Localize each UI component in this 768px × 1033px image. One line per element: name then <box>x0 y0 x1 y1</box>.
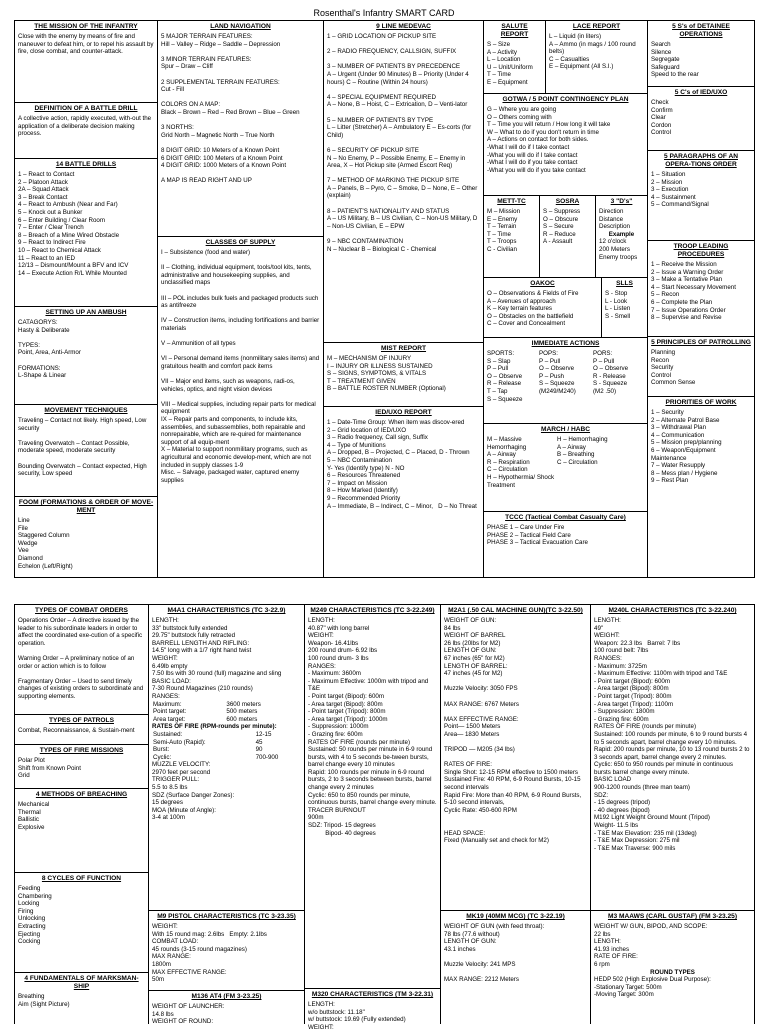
bottom-column-4 <box>441 605 591 1024</box>
table-row <box>152 754 301 762</box>
section-text: Direction Distance Description <box>599 208 630 231</box>
section-text: A collective action, rapidly executed, with-out the application of a deliberate decision making process. <box>18 115 153 138</box>
section-heading: M136 AT4 (FM 3-23.25) <box>191 993 262 1000</box>
cell: Point target: <box>153 708 187 716</box>
section-text: WEIGHT W/ GUN, BIPOD, AND SCOPE: 22 lbs LENGTH: 41.93 inches RATE OF FIRE: 6 rpm <box>594 923 708 968</box>
section-text: WEIGHT OF GUN: 84 lbs WEIGHT OF BARREL 26 lbs (20lbs for M2) LENGTH OF GUN: 67 inches (65" for M2) LENGTH OF BARREL: 47 inches (45 for M2) Muzzle Velocity: 3050 FPS MAX RANGE: 6767 Meters MAX EFFECTIVE RANGE: Point— 1500 Meters Area— 1830 Meters TRIPOD — M205 (34 lbs) RATES OF FIRE: Single Shot: 12-15 RPM effective to 1500 meters Sustained Fire: 40 RPM, 6-9 Round Bursts, 10-15 second intervals Rapid Fire: More than 40 RPM, 6-9 Round Bursts, 5-10 second intervals, Cyclic Rate: 450-600 RPM HEAD SPACE: Fixed (Manually set and check for M2) <box>444 617 582 845</box>
mett-tc <box>484 196 540 277</box>
section-text: S – Suppress O – Obscure S – Secure R – Reduce A - Assault <box>543 208 581 246</box>
bottom-column-1 <box>15 605 149 1024</box>
page-title: Rosenthal's Infantry SMART CARD <box>313 8 455 18</box>
section-text: 5 MAJOR TERRAIN FEATURES: Hill – Valley – Ridge – Saddle – Depression 3 MINOR TERRAIN FEATURES: Spur – Draw – Cliff 2 SUPPLEMENTAL TERRAIN FEATURES: Cut - Fill COLORS ON A MAP: Black – Brown – Red – Red Brown – Blue – Green 3 NORTHS: Grid North – Magnetic North – True North 8 DIGIT GRID: 10 Meters of a Known Point 6 DIGIT GRID: 100 Meters of a Known Point 4 DIGIT GRID: 1000 Meters of a Known Point A MAP IS READ RIGHT AND UP <box>161 33 300 185</box>
section-heading: 4 FUNDAMENTALS OF MARKSMAN-SHIP <box>24 975 139 990</box>
section-text: Planning Recon Security Control Common Sense <box>651 349 696 387</box>
section-heading: 8 CYCLES OF FUNCTION <box>41 875 122 882</box>
cell: 12-15 <box>255 730 272 738</box>
section-heading: M4A1 CHARACTERISTICS (TC 3-22.9) <box>167 607 286 614</box>
table-row <box>152 716 301 724</box>
m9-section <box>149 911 304 991</box>
pops-list: POPS: P – Pull O – Observe P – Push S – Squeeze (M249/M240) <box>539 350 576 395</box>
oakoc-slls-section <box>484 278 647 338</box>
section-text: 1 – Security 2 – Alternate Patrol Base 3 – Withdrawal Plan 4 – Communication 5 – Mission prep/planning 6 – Weapon/Equipment Maintenance 7 – Water Resupply 8 – Mess plan / Hygiene 9 – Rest Plan <box>651 409 722 485</box>
table-row <box>152 701 301 709</box>
breaching-section <box>15 789 148 873</box>
section-heading: M249 CHARACTERISTICS (TC 3-22.249) <box>310 607 435 614</box>
section-text: Line File Staggered Column Wedge Vee Diamond Echelon (Left/Right) <box>18 517 73 570</box>
mission-section <box>15 21 157 103</box>
battle-drills-section <box>15 159 157 307</box>
medevac-section <box>324 21 483 343</box>
section-heading: DEFINITION OF A BATTLE DRILL <box>34 105 138 112</box>
section-heading: TCCC (Tactical Combat Casualty Care) <box>505 514 626 521</box>
section-heading: METT-TC <box>497 198 526 205</box>
section-heading: MIST REPORT <box>380 345 427 352</box>
bottom-column-2 <box>149 605 305 1024</box>
section-heading: LAND NAVIGATION <box>210 23 271 30</box>
ambush-section <box>15 307 157 405</box>
section-heading: M320 CHARACTERISTICS (TM 3-22.31) <box>311 991 434 998</box>
immediate-actions-section <box>484 338 647 424</box>
land-navigation-section <box>158 21 323 237</box>
m320-section <box>305 989 440 1033</box>
classes-of-supply-section <box>158 237 323 486</box>
section-text: 1 – Date-Time Group: When item was discov-ered 2 – Grid location of IED/UXO 3 – Radio frequency, Call sign, Suffix 4 – Type of Munitions A – Dropped, B – Projected, C – Placed, D - Thrown 5 – NBC Contamination Y- Yes (Identify type) N - NO 6 – Resources Threatened 7 – Impact on Mission 8 – How Marked (Identify) 9 – Recommended Priority A – Immediate, B – Indirect, C – Minor, D – No Threat <box>327 419 477 510</box>
gotwa-section <box>484 94 647 196</box>
section-heading: 5 S's of DETAINEE OPERATIONS <box>672 23 730 38</box>
column-1 <box>15 21 158 577</box>
bottom-column-3 <box>305 605 441 1031</box>
section-heading: TYPES OF FIRE MISSIONS <box>39 747 124 754</box>
section-text: 1 – React to Contact 2 – Platoon Attack 2A – Squad Attack 3 – Break Contact 4 – React to Ambush (Near and Far) 5 – Knock out a Bunker 6 – Enter Building / Clear Room 7 – Enter / Clear Trench 8 – Breach of a Mine Wired Obstacle 9 – React to Indirect Fire 10 – React to Chemical Attack 11 – React to an IED 12/13 – Dismount/Mount a BFV and ICV 14 – Execute Action R/L While Mounted <box>18 171 129 277</box>
column-5 <box>648 21 754 577</box>
section-text: Polar Plot Shift from Known Point Grid <box>18 757 81 780</box>
section-text: LENGTH: 40.87" with long barrel WEIGHT: Weapon- 16.41lbs 200 round drum- 6.92 lbs 100 round drum- 3 lbs RANGES: - Maximum: 3600m - Maximum Effective: 1000m with tripod and T&E - Point target (Bipod): 600m - Area target (Bipod): 800m - Point target (Tripod): 800m - Area target (Tripod): 1000m - Suppression: 1000m - Grazing fire: 600m RATES OF FIRE (rounds per minute) Sustained: 50 rounds per minute in 6-9 round bursts, with 4 to 5 seconds be-tween bursts, barrel change every 10 minutes Rapid: 100 rounds per minute in 6-9 round bursts, 2 to 3 seconds between bursts, barrel change every 2 minutes Cyclic: 650 to 850 rounds per minute, continuous bursts, barrel change every minute. TRACER BURNOUT 900m SDZ: Tripod- 15 degrees Bipod- 40 degrees <box>308 617 437 837</box>
oakoc <box>484 278 602 337</box>
section-heading: TYPES OF COMBAT ORDERS <box>35 607 128 614</box>
section-text: WEIGHT: With 15 round mag: 2.6lbs Empty: 2.1lbs COMBAT LOAD: 45 rounds (3-15 round magazines) MAX RANGE: 1800m MAX EFFECTIVE RANGE: 50m <box>152 923 267 984</box>
section-heading: SLLS <box>616 280 633 287</box>
m4-rof-table <box>152 731 301 761</box>
table-row <box>152 731 301 739</box>
section-heading: M3 MAAWS (CARL GUSTAF) (FM 3-23.25) <box>607 913 738 920</box>
cycles-of-function-section <box>15 873 148 973</box>
section-heading: SALUTE REPORT <box>500 23 529 38</box>
round-types-text: HEDP 502 (High Explosive Dual Purpose): -Stationary Target: 500m -Moving Target: 300m <box>594 976 711 999</box>
salute-report <box>484 21 546 93</box>
section-heading: LACE REPORT <box>572 23 621 30</box>
rates-of-fire-heading: RATES OF FIRE (RPM-rounds per minute): <box>152 723 277 731</box>
section-text: 1 – Receive the Mission 2 – Issue a Warning Order 3 – Make a Tentative Plan 4 – Start Necessary Movement 5 – Recon 6 – Complete the Plan 7 – Issue Operations Order 8 – Supervise and Revise <box>651 261 736 322</box>
section-heading: M9 PISTOL CHARACTERISTICS (TC 3-23.35) <box>157 913 296 920</box>
ied-cs-section <box>648 87 754 151</box>
m240l-section <box>591 605 754 911</box>
movement-techniques-section <box>15 405 157 497</box>
combat-orders-section <box>15 605 148 715</box>
section-heading: M240L CHARACTERISTICS (TC 3-22.240) <box>608 607 737 614</box>
section-heading: M2A1 (.50 CAL MACHINE GUN)(TC 3-22.50) <box>448 607 583 614</box>
section-text: M – MECHANISM OF INJURY I – INJURY OR ILLNESS SUSTAINED S – SIGNS, SYMPTOMS, & VITALS T – TREATMENT GIVEN B – BATTLE ROSTER NUMBER (Optional) <box>327 355 446 393</box>
m4-ranges-table <box>152 701 301 724</box>
detainee-ops-section <box>648 21 754 87</box>
section-text: Close with the enemy by means of fire and maneuver to defeat him, or to repel his assault by fire, close combat, and counter-attack. <box>18 33 156 56</box>
maaws-section <box>591 911 754 1001</box>
section-text: S – Size A – Activity L – Location U – Unit/Uniform T – Time E – Equipment <box>487 41 533 86</box>
smart-card-back <box>14 604 755 1031</box>
section-text: Feeding Chambering Locking Firing Unlocking Extracting Ejecting Cocking <box>18 885 52 946</box>
tccc-section <box>484 512 647 549</box>
section-text: Combat, Reconnaissance, & Sustain-ment <box>18 727 135 734</box>
mist-report-section <box>324 343 483 407</box>
mk19-section <box>441 911 590 986</box>
march-section <box>484 424 647 512</box>
section-heading: OAKOC <box>530 280 555 287</box>
section-heading: 14 BATTLE DRILLS <box>55 161 117 168</box>
section-heading: 3 "D's" <box>610 198 633 205</box>
section-heading: IED/UXO REPORT <box>375 409 432 416</box>
column-4 <box>484 21 648 577</box>
section-heading: TYPES OF PATROLS <box>49 717 114 724</box>
cell: Cyclic: <box>153 753 172 761</box>
section-heading: 4 METHODS OF BREACHING <box>35 791 128 798</box>
sosra <box>540 196 596 277</box>
example-text: 12 o'clock 200 Meters Enemy troops <box>599 238 638 261</box>
example-label: Example <box>608 230 635 238</box>
section-text: Breathing Aim (Sight Picture) <box>18 993 70 1008</box>
fire-missions-section <box>15 745 148 789</box>
section-text: M – Mission E – Enemy T – Terrain T – Time T – Troops C - Civilian <box>487 208 521 253</box>
column-2 <box>158 21 324 577</box>
section-heading: MARCH / HABC <box>540 426 591 433</box>
section-text: 1 – Situation 2 – Mission 3 – Execution 4 – Sustainment 5 – Command/Signal <box>651 171 709 209</box>
section-text: LENGTH: 49" WEIGHT: Weapon: 22.3 lbs Barrel: 7 lbs 100 round belt: 7lbs RANGES: - Maximum: 3725m - Maximum Effective: 1100m with tripod and T&E - Point target (Bipod): 600m - Area target (Bipod): 800m - Point target (Tripod): 800m - Area target (Tripod): 1100m - Suppression: 1800m - Grazing fire: 600m RATES OF FIRE (rounds per minute) Sustained: 100 rounds per minute, 6 to 9 round bursts 4 to 5 seconds apart, barrel change every 10 minutes. Rapid: 200 rounds per minute, 10 to 13 round bursts 2 to 3 seconds apart, barrel change every 2 minutes. Cyclic: 650 to 950 rounds per minute in continuous bursts barrel change every minute. BASIC LOAD 900-1200 rounds (three man team) SDZ: - 15 degrees (tripod) - 40 degrees (bipod) M192 Light Weight Ground Mount (Tripod) Weight- 11.5 lbs - T&E Max Elevation: 235 mil (13deg) - T&E Max Depression: 275 mil - T&E Max Traverse: 900 mils <box>594 617 750 852</box>
mett-sosra-section <box>484 196 647 278</box>
section-heading: SOSRA <box>555 198 580 205</box>
section-heading: SETTING UP AN AMBUSH <box>45 309 127 316</box>
section-heading: TROOP LEADING PROCEDURES <box>673 243 729 258</box>
slls <box>602 278 647 337</box>
section-text: I – Subsistence (food and water) II – Clothing, individual equipment, tools/tool kits, tents, administrative and housekeeping supplies, and unclassified maps III – POL includes bulk fuels and packaged products such as antifreeze IV – Construction items, including fortifications and barrier materials V – Ammunition of all types VI – Personal demand items (nonmilitary sales items) and gratuitous health and comfort pack items VII – Major end items, such as weapons, radi-os, vehicles, optics, and night vision devices VIII – Medical supplies, including repair parts for medical equipment IX – Repair parts and components, to include kits, assemblies, and subassemblies, both repairable and nonrepairable, which are re-quired for maintenance support of all equip-ment X – Material to support nonmilitary programs, such as agricultural and economic develop-ment, which are not included in supply classes 1-9 Misc. – Salvage, packaged water, captured enemy supplies <box>161 249 320 484</box>
cell: 90 <box>255 746 263 754</box>
lace-report <box>546 21 647 93</box>
section-heading: GOTWA / 5 POINT CONTINGENCY PLAN <box>502 96 629 103</box>
march-list: M – Massive Hemorrhaging A – Airway R – Respiration C – Circulation H – Hypothermia/ Shock Treatment <box>487 436 555 489</box>
three-ds <box>596 196 647 277</box>
cell: Burst: <box>153 746 170 754</box>
formations-section <box>15 497 157 572</box>
m2a1-section <box>441 605 590 911</box>
section-text: CATAGORYS: Hasty & Deliberate TYPES: Point, Area, Anti-Armor FORMATIONS: L-Shape & Linear <box>18 319 81 380</box>
section-text: Mechanical Thermal Ballistic Explosive <box>18 801 50 831</box>
m4a1-section <box>149 605 304 911</box>
section-text: MUZZLE VELOCITY: 2970 feet per second TRIGGER PULL: 5.5 to 8.5 lbs SDZ (Surface Danger Zones): 15 degrees MOA (Minute of Angle): 3-4 at 100m <box>152 761 235 822</box>
sports-list: SPORTS: S – Slap P – Pull O – Observe R – Release T – Tap S – Squeeze <box>487 350 523 403</box>
m249-section <box>305 605 440 989</box>
section-heading: 5 PARAGRAPHS OF AN OPERA-TIONS ORDER <box>663 153 738 168</box>
section-heading: 5 PRINCIPLES OF PATROLLING <box>651 339 751 346</box>
pors-list: PORS: P – Pull O – Observe R - Release S - Squeeze (M2 .50) <box>593 350 629 395</box>
section-heading: PRIORITIES OF WORK <box>665 399 737 406</box>
section-text: Search Silence Segregate Safeguard Speed to the rear <box>651 41 699 79</box>
cell: Maximum: <box>153 700 182 708</box>
section-heading: MOVEMENT TECHNIQUES <box>44 407 128 414</box>
section-heading: IMMEDIATE ACTIONS <box>531 340 600 347</box>
cell: 500 meters <box>226 708 258 716</box>
section-text: O – Observations & Fields of Fire A – Avenues of approach K – Key terrain features O – Obstacles on the battlefield C – Cover and Concealment <box>487 290 579 328</box>
patrol-types-section <box>15 715 148 745</box>
habc-list: H – Hemorrhaging A – Airway B – Breathing C – Circulation <box>557 436 608 466</box>
bottom-column-5 <box>591 605 754 1024</box>
section-text: S - Stop L - Look L - Listen S - Smell <box>605 290 631 320</box>
table-row <box>152 708 301 716</box>
cell: 45 <box>255 738 263 746</box>
marksmanship-section <box>15 973 148 1010</box>
section-text: Operations Order – A directive issued by the leader to his subordinate leaders in order to affect the coordinated exe-cution of a specific operation. Warning Order – A preliminary notice of an order or action which is to follow Fragmentary Order – Used to send timely changes of existing orders to subordinate and supporting elements. <box>18 617 144 700</box>
priorities-of-work-section <box>648 397 754 487</box>
cell: Area target: <box>153 715 186 723</box>
section-text: LENGTH: 33" buttstock fully extended 29.75" buttstock fully retracted BARRELL LENGTH AND RIFLING: 14.5" long with a 1/7 right hand twist WEIGHT: 6.49lb empty 7.50 lbs with 30 round (full) magazine and sling BASIC LOAD: 7-30 Round Magazines (210 rounds) RANGES: <box>152 617 282 700</box>
troop-leading-section <box>648 241 754 337</box>
section-text: G – Where you are going O – Others coming with T – Time you will return / How long it will take W – What to do if you don't return in time A – Actions on contact for both sides. -What I will do if I take contact -What you will do if I take contact -What I will do if you take contact -What you will do if you take contact <box>487 106 611 174</box>
round-types-heading: ROUND TYPES <box>650 968 695 976</box>
section-text: WEIGHT OF GUN (with feed throat): 78 lbs (77.6 without) LENGTH OF GUN: 43.1 inches Muzzle Velocity: 241 MPS MAX RANGE: 2212 Meters <box>444 923 545 984</box>
section-text: PHASE 1 – Care Under Fire PHASE 2 – Tactical Field Care PHASE 3 – Tactical Evacuation Care <box>487 524 588 547</box>
table-row <box>152 746 301 754</box>
section-text: Check Confirm Clear Cordon Control <box>651 99 673 137</box>
section-heading: CLASSES OF SUPPLY <box>205 239 276 246</box>
section-heading: 9 LINE MEDEVAC <box>376 23 431 30</box>
table-row <box>152 739 301 747</box>
section-text: Traveling – Contact not likely. High speed, Low security Traveling Overwatch – Contact Possible, moderate speed, moderate security Bounding Overwatch – Contact expected, High security, Low speed <box>18 417 147 478</box>
section-heading: THE MISSION OF THE INFANTRY <box>34 23 138 30</box>
section-heading: FOOM (FORMATIONS & ORDER OF MOVE-MENT <box>18 499 154 514</box>
battle-drill-definition-section <box>15 103 157 159</box>
section-text: 1 – GRID LOCATION OF PICKUP SITE 2 – RADIO FREQUENCY, CALLSIGN, SUFFIX 3 – NUMBER OF PATIENTS BY PRECEDENCE A – Urgent (Under 90 Minutes) B – Priority (Under 4 hours) C – Routine (Within 24 hours) 4 – SPECIAL EQUIPMENT REQUIRED A – None, B – Hoist, C – Extrication, D – Venti-lator 5 – NUMBER OF PATIENTS BY TYPE L – Litter (Stretcher) A – Ambulatory E – Es-corts (for Child) 6 – SECURITY OF PICKUP SITE N – No Enemy, P – Possible Enemy, E – Enemy in Area, X – Hot Pickup site (Armed Escort Req) 7 – METHOD OF MARKING THE PICKUP SITE A – Panels, B – Pyro, C – Smoke, D – None, E – Other (explain) 8 – PATIENT'S NATIONALITY AND STATUS A – US Military, B – US Civilian, C – Non-US Military, D – Non-US Civilian, E – EPW 9 – NBC CONTAMINATION N – Nuclear B – Biological C - Chemical <box>327 33 478 253</box>
patrolling-section <box>648 337 754 397</box>
section-heading: MK19 (40MM MCG) (TC 3-22.19) <box>466 913 565 920</box>
cell: 600 meters <box>226 715 258 723</box>
ied-report-section <box>324 407 483 512</box>
section-text: LENGTH: w/o buttstock: 11.18" w/ buttstock: 19.69 (Fully extended) WEIGHT: <box>308 1001 406 1031</box>
smart-card-front <box>14 20 755 578</box>
cell: 700-900 <box>255 753 279 761</box>
at4-section <box>149 991 304 1028</box>
section-text: WEIGHT OF LAUNCHER: 14.8 lbs WEIGHT OF ROUND: <box>152 1003 225 1026</box>
cell: 3600 meters <box>226 700 261 708</box>
salute-lace-section <box>484 21 647 94</box>
section-heading: 5 C's of IED/UXO <box>674 89 728 96</box>
cell: Sustained: <box>153 730 183 738</box>
cell: Semi-Auto (Rapid): <box>153 738 206 746</box>
column-3 <box>324 21 484 577</box>
opord-paragraphs-section <box>648 151 754 241</box>
section-text: L – Liquid (in liters) A – Ammo (in mags / 100 round belts) C – Casualties E – Equipment (All S.I.) <box>549 33 636 71</box>
